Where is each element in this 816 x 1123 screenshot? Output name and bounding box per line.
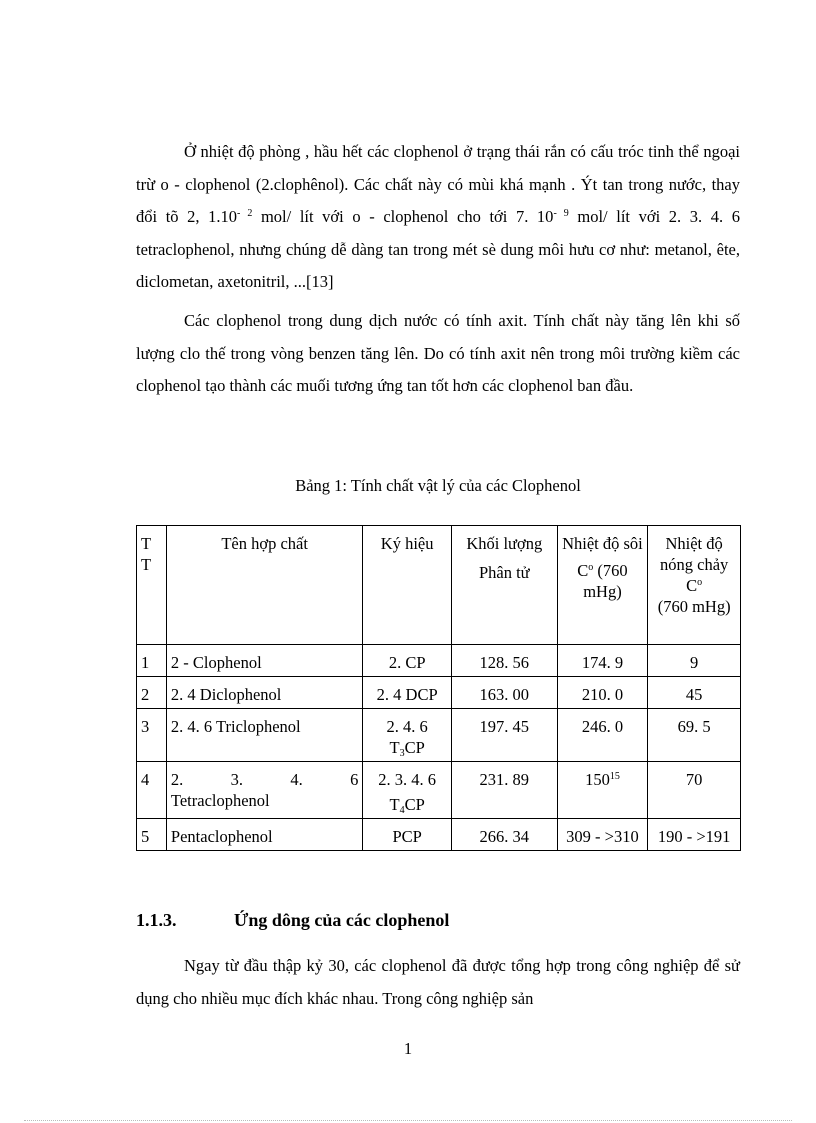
header-compound-name: Tên hợp chất xyxy=(166,526,362,645)
table-row xyxy=(137,819,741,851)
cell-name: Pentaclophenol xyxy=(166,819,362,851)
header-melting-point: Nhiệt độ nóng chảy $C^o$ (760 mHg) xyxy=(648,526,741,645)
table-row xyxy=(137,709,741,762)
cell-name: 2. 3. 4. 6 Tetraclophenol xyxy=(166,762,362,819)
paragraph-applications: Ngay từ đầu thập kỷ 30, các clophenol đã được tổng hợp trong công nghiệp để sử dụng cho nhiều mục đích khác nhau. Trong công nghiệp sản xyxy=(136,956,740,1008)
cell-mass: 163. 00 xyxy=(452,677,558,709)
cell-tt: 5 xyxy=(137,819,167,851)
page-bottom-rule xyxy=(24,1120,792,1121)
header-tt: T T xyxy=(137,526,167,645)
table-row xyxy=(137,677,741,709)
cell-name: 2. 4 Diclophenol xyxy=(166,677,362,709)
cell-melting-point: 190 - >191 xyxy=(648,819,741,851)
cell-tt: 2 xyxy=(137,677,167,709)
cell-name: 2 - Clophenol xyxy=(166,645,362,677)
cell-mass: 197. 45 xyxy=(452,709,558,762)
cell-melting-point: 9 xyxy=(648,645,741,677)
cell-melting-point: 45 xyxy=(648,677,741,709)
exponent-2: - 9 xyxy=(553,208,569,219)
cell-symbol: 2. 4. 6 $T_3CP$ xyxy=(363,709,452,762)
paragraph-solubility-text-a: Ở nhiệt độ phòng , hầu hết các clophenol ở trạng thái rắn có cấu tróc tinh thể ngoại trừ o - clophenol (2.clophênol). Các chất này có mùi khá mạnh . Ýt tan trong nước, thay đổi tõ 2, 1.10 xyxy=(136,142,740,226)
cell-tt: 3 xyxy=(137,709,167,762)
properties-table xyxy=(136,525,741,851)
paragraph-acidity: Các clophenol trong dung dịch nước có tính axit. Tính chất này tăng lên khi số lượng clo thế trong vòng benzen tăng lên. Do có tính axit nên trong môi trường kiềm các clophenol tạo thành các muối tương ứng tan tốt hơn các clophenol ban đầu. xyxy=(136,311,740,395)
paragraph-solubility-text-b: mol/ lít với o - clophenol cho tới 7. 10 xyxy=(252,207,554,226)
table-header-row xyxy=(137,526,741,645)
table-row xyxy=(137,645,741,677)
cell-boiling-point: $150^{15}$ xyxy=(557,762,648,819)
cell-mass: 266. 34 xyxy=(452,819,558,851)
table-row xyxy=(137,762,741,819)
cell-boiling-point: 210. 0 xyxy=(557,677,648,709)
page-number: 1 xyxy=(403,1039,413,1058)
cell-boiling-point: 174. 9 xyxy=(557,645,648,677)
header-symbol: Ký hiệu xyxy=(363,526,452,645)
section-heading xyxy=(136,910,740,931)
cell-boiling-point: 246. 0 xyxy=(557,709,648,762)
cell-symbol: 2. 3. 4. 6 $T_4CP$ xyxy=(363,762,452,819)
cell-name: 2. 4. 6 Triclophenol xyxy=(166,709,362,762)
paragraph-solubility-text-c: mol/ lít với 2. 3. 4. 6 tetraclophenol, nhưng chúng dễ dàng tan trong mét sè dung môi hưu cơ như: metanol, ête, diclometan, axetonitril, ...[13] xyxy=(136,207,740,291)
header-molecular-mass: Khối lượng Phân tử xyxy=(452,526,558,645)
cell-symbol: PCP xyxy=(363,819,452,851)
cell-tt: 1 xyxy=(137,645,167,677)
cell-melting-point: 70 xyxy=(648,762,741,819)
cell-melting-point: 69. 5 xyxy=(648,709,741,762)
cell-mass: 128. 56 xyxy=(452,645,558,677)
header-boiling-point: Nhiệt độ sôi $C^o$ (760 mHg) xyxy=(557,526,648,645)
paragraph-solubility xyxy=(136,136,740,299)
exponent-1: - 2 xyxy=(237,208,253,219)
cell-symbol: 2. 4 DCP xyxy=(363,677,452,709)
section-title: Ứng dông của các clophenol xyxy=(234,910,450,930)
table-caption: Bảng 1: Tính chất vật lý của các Clophenol xyxy=(295,476,581,495)
cell-symbol: 2. CP xyxy=(363,645,452,677)
cell-mass: 231. 89 xyxy=(452,762,558,819)
cell-tt: 4 xyxy=(137,762,167,819)
section-number: 1.1.3. xyxy=(136,910,177,930)
cell-boiling-point: 309 - >310 xyxy=(557,819,648,851)
